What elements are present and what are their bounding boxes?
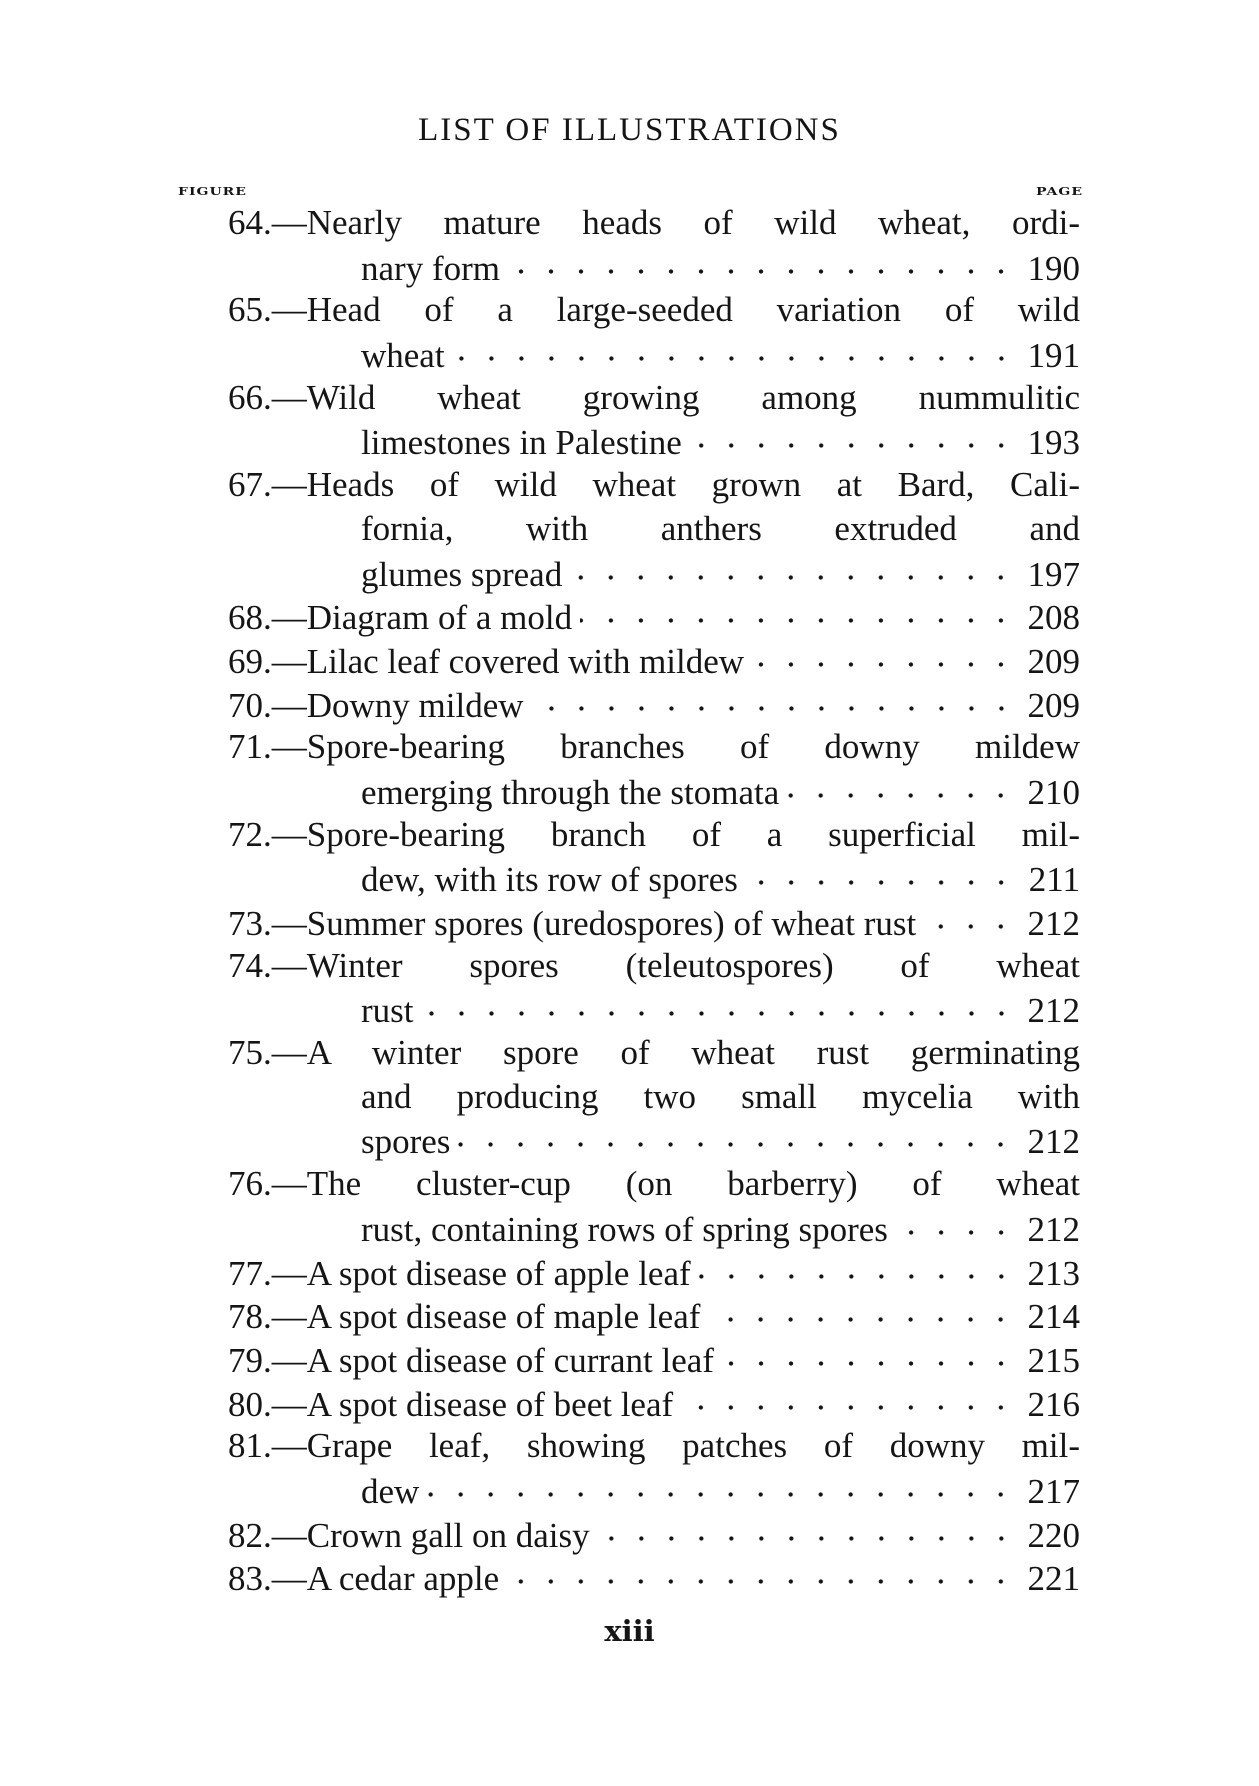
figure-caption: dew: [361, 1471, 420, 1511]
figure-caption: rust: [361, 991, 414, 1031]
figure-caption: —Crown gall on daisy: [271, 1515, 590, 1555]
page-number: 197: [1027, 554, 1080, 594]
list-item-line: [228, 987, 1080, 1031]
list-item-line: [228, 1162, 1080, 1206]
dot-leader: [722, 1337, 1016, 1372]
list-item-line: [228, 507, 1080, 551]
figure-number: 72.: [228, 814, 272, 854]
dot-leader: [690, 419, 1016, 454]
dot-leader: [598, 1512, 1016, 1547]
list-item-line: [228, 594, 1080, 638]
page-number: 212: [1027, 991, 1080, 1031]
dot-leader: [708, 1293, 1016, 1328]
list-item-line: [228, 1206, 1080, 1250]
figure-caption: —A spot disease of apple leaf: [271, 1253, 691, 1293]
figure-caption: spores: [361, 1122, 451, 1162]
figure-caption: limestones in Palestine: [361, 423, 682, 463]
page-number: 212: [1027, 1122, 1080, 1162]
figure-caption: —Grape leaf, showing patches of downy mil-: [271, 1426, 1080, 1466]
dot-leader: [532, 682, 1016, 717]
page-number: 209: [1027, 641, 1080, 681]
dot-leader: [787, 769, 1016, 804]
figure-caption: —Spore-bearing branches of downy mildew: [271, 727, 1080, 767]
figure-caption: dew, with its row of spores: [361, 860, 738, 900]
dot-leader: [422, 987, 1017, 1022]
figure-caption: —Nearly mature heads of wild wheat, ordi-: [271, 203, 1080, 242]
list-item-line: [228, 769, 1080, 813]
list-item-line: [228, 1424, 1080, 1468]
figure-caption: —A winter spore of wheat rust germinating: [271, 1033, 1080, 1073]
dot-leader: [570, 551, 1016, 586]
list-item-line: [228, 201, 1080, 245]
dot-leader: [427, 1468, 1016, 1503]
list-item-line: [228, 944, 1080, 988]
illustrations-list: [228, 201, 1080, 1599]
figure-number: 67.: [228, 465, 272, 505]
list-item-line: [228, 376, 1080, 420]
dot-leader: [508, 245, 1016, 280]
page-number: 212: [1027, 904, 1080, 943]
figure-caption: —A spot disease of beet leaf: [271, 1384, 674, 1424]
figure-caption: nary form: [361, 248, 500, 288]
list-item-line: [228, 1293, 1080, 1337]
page-number: 220: [1027, 1515, 1080, 1555]
figure-number: 71.: [228, 727, 272, 767]
page-number: 212: [1027, 1209, 1080, 1249]
list-item-line: [228, 245, 1080, 289]
list-item-line: [228, 288, 1080, 332]
page-number: 211: [1028, 860, 1080, 900]
figure-caption: —A spot disease of currant leaf: [271, 1340, 714, 1380]
page-number: 217: [1027, 1471, 1080, 1511]
list-item-line: [228, 463, 1080, 507]
dot-leader: [924, 900, 1016, 935]
figure-number: 78.: [228, 1297, 272, 1337]
page-number: 209: [1027, 685, 1080, 725]
figure-number: 82.: [228, 1515, 272, 1555]
figure-number: 64.: [228, 203, 272, 242]
figure-number: 76.: [228, 1164, 272, 1204]
figure-caption: and producing two small mycelia with: [361, 1076, 1080, 1116]
figure-number: 70.: [228, 685, 272, 725]
list-item-line: [228, 1250, 1080, 1294]
page-number: 221: [1027, 1559, 1080, 1599]
figure-column-heading: FIGURE: [178, 185, 247, 199]
figure-caption: fornia, with anthers extruded and: [361, 508, 1080, 548]
page-number: 193: [1027, 423, 1080, 463]
figure-number: 66.: [228, 377, 272, 417]
figure-number: 68.: [228, 598, 272, 638]
page-number: 190: [1027, 248, 1080, 288]
list-item-line: [228, 419, 1080, 463]
page-number: 214: [1027, 1297, 1080, 1337]
figure-number: 77.: [228, 1253, 272, 1293]
list-item-line: [228, 1337, 1080, 1381]
list-item-line: [228, 1512, 1080, 1556]
list-item-line: [228, 1381, 1080, 1425]
figure-number: 69.: [228, 641, 272, 681]
page-number: 191: [1027, 336, 1080, 376]
figure-number: 73.: [228, 904, 272, 943]
page-number: 215: [1027, 1340, 1080, 1380]
figure-caption: —A cedar apple: [271, 1559, 500, 1599]
list-item-line: [228, 725, 1080, 769]
list-item-line: [228, 551, 1080, 595]
page-number: 210: [1027, 772, 1080, 812]
list-item-line: [228, 1468, 1080, 1512]
list-item-line: [228, 856, 1080, 900]
figure-number: 81.: [228, 1426, 272, 1466]
figure-caption: wheat: [361, 336, 445, 376]
figure-number: 65.: [228, 290, 272, 330]
dot-leader: [458, 1118, 1016, 1153]
page-folio: xiii: [604, 1614, 655, 1648]
list-item-line: [228, 1555, 1080, 1599]
list-item-line: [228, 1031, 1080, 1075]
list-item-line: [228, 638, 1080, 682]
figure-caption: —Wild wheat growing among nummulitic: [271, 377, 1080, 417]
list-item-line: [228, 900, 1080, 944]
list-item-line: [228, 1075, 1080, 1119]
figure-caption: —The cluster-cup (on barberry) of wheat: [271, 1164, 1080, 1204]
dot-leader: [453, 332, 1016, 367]
dot-leader: [752, 638, 1016, 673]
figure-caption: —A spot disease of maple leaf: [271, 1297, 701, 1337]
figure-caption: —Spore-bearing branch of a superficial mil-: [271, 814, 1080, 854]
figure-caption: —Diagram of a mold: [271, 598, 573, 638]
figure-caption: —Downy mildew: [271, 685, 524, 725]
dot-leader: [699, 1250, 1016, 1285]
figure-caption: —Summer spores (uredospores) of wheat rust: [271, 904, 917, 943]
figure-number: 83.: [228, 1559, 272, 1599]
figure-caption: —Lilac leaf covered with mildew: [271, 641, 745, 681]
figure-caption: emerging through the stomata: [361, 772, 780, 812]
list-item-line: [228, 682, 1080, 726]
dot-leader: [896, 1206, 1016, 1241]
figure-caption: rust, containing rows of spring spores: [361, 1209, 888, 1249]
list-item-line: [228, 813, 1080, 857]
figure-number: 80.: [228, 1384, 272, 1424]
figure-caption: —Heads of wild wheat grown at Bard, Cali-: [271, 465, 1080, 505]
dot-leader: [681, 1381, 1016, 1416]
dot-leader: [580, 594, 1016, 629]
page-number: 216: [1027, 1384, 1080, 1424]
figure-caption: —Head of a large-seeded variation of wild: [271, 290, 1080, 330]
page-number: 208: [1027, 598, 1080, 638]
page-column-heading: PAGE: [1036, 185, 1083, 199]
figure-number: 79.: [228, 1340, 272, 1380]
page-title: LIST OF ILLUSTRATIONS: [418, 112, 841, 148]
figure-number: 74.: [228, 945, 272, 985]
dot-leader: [746, 856, 1016, 891]
page-number: 213: [1027, 1253, 1080, 1293]
list-item-line: [228, 332, 1080, 376]
dot-leader: [507, 1555, 1016, 1590]
figure-caption: —Winter spores (teleutospores) of wheat: [271, 945, 1080, 985]
figure-caption: glumes spread: [361, 554, 563, 594]
list-item-line: [228, 1118, 1080, 1162]
figure-number: 75.: [228, 1033, 272, 1073]
